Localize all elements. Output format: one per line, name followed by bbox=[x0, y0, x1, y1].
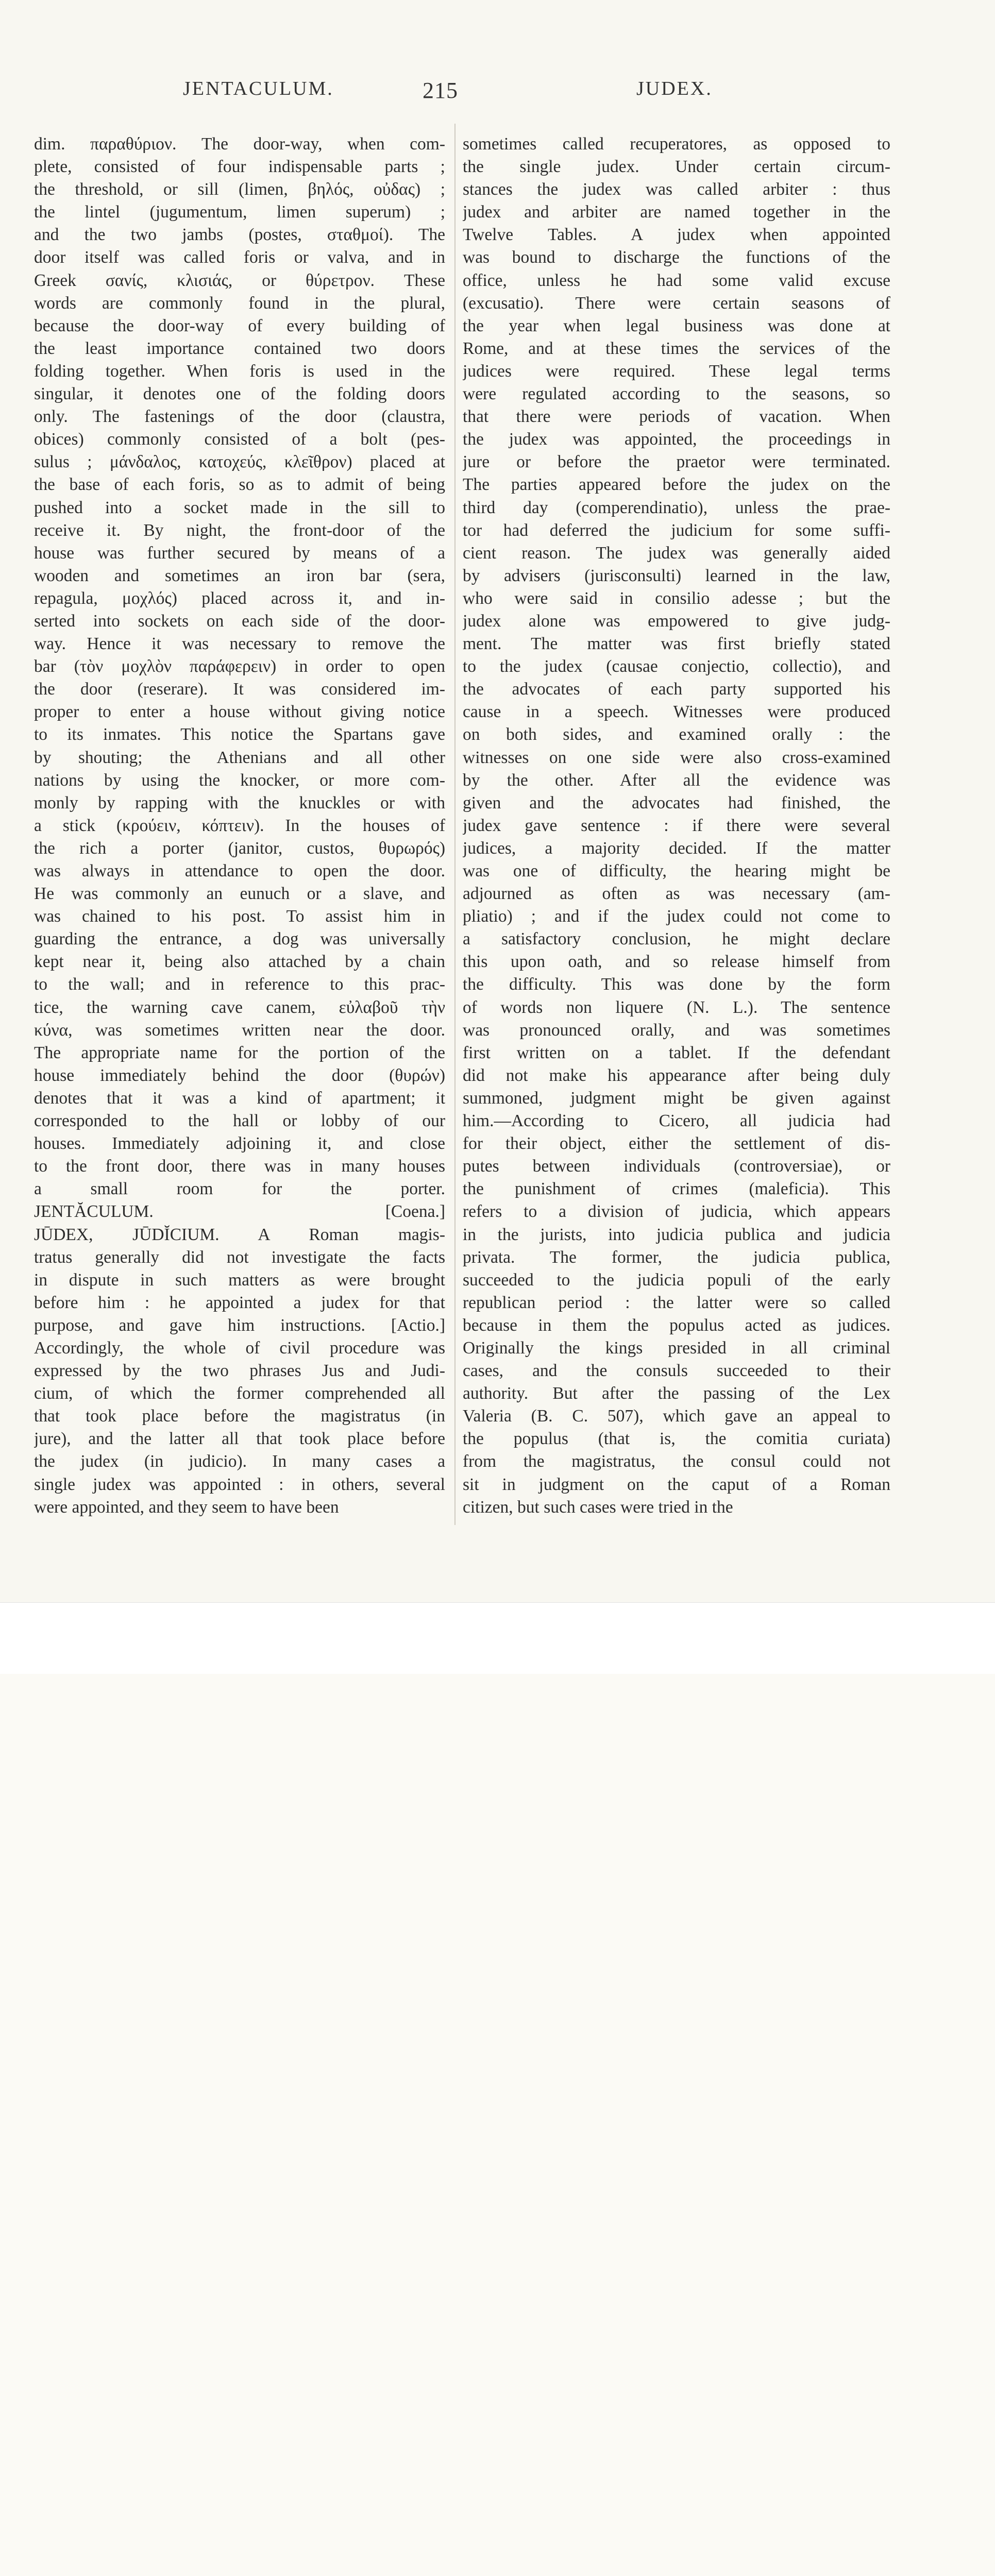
text-line: by advisers (jurisconsulti) learned in the law, bbox=[463, 566, 890, 585]
text-line: houses. Immediately adjoining it, and close bbox=[34, 1134, 445, 1154]
text-line: the rich a porter (janitor, custos, θυρωρός) bbox=[34, 838, 445, 858]
text-line: the base of each foris, so as to admit of being bbox=[34, 475, 445, 495]
text-line: dim. παραθύριον. The door-way, when com- bbox=[34, 134, 445, 154]
text-line: stances the judex was called arbiter : thus bbox=[463, 180, 890, 199]
text-line: citizen, but such cases were tried in the bbox=[463, 1497, 733, 1517]
text-line: house immediately behind the door (θυρών) bbox=[34, 1065, 445, 1085]
text-line: the populus (that is, the comitia curiata) bbox=[463, 1429, 890, 1449]
column-divider bbox=[454, 124, 456, 1525]
text-line: was one of difficulty, the hearing might be bbox=[463, 861, 890, 880]
text-line: Originally the kings presided in all criminal bbox=[463, 1338, 890, 1358]
text-line: succeeded to the judicia populi of the early bbox=[463, 1270, 890, 1290]
text-line: tratus generally did not investigate the facts bbox=[34, 1247, 445, 1267]
text-line: single judex was appointed : in others, several bbox=[34, 1475, 445, 1494]
text-line: to the judex (causae conjectio, collectio), and bbox=[463, 657, 890, 676]
text-line: serted into sockets on each side of the door- bbox=[34, 611, 445, 631]
text-line: in the jurists, into judicia publica and judicia bbox=[463, 1225, 890, 1244]
text-line: summoned, judgment might be given against bbox=[463, 1088, 890, 1108]
text-line: to the wall; and in reference to this prac- bbox=[34, 975, 445, 994]
text-line: the door (reserare). It was considered im- bbox=[34, 680, 445, 699]
text-line: Greek σανίς, κλισιάς, or θύρετρον. These bbox=[34, 270, 445, 290]
text-line: did not make his appearance after being duly bbox=[463, 1065, 890, 1085]
text-line: kept near it, being also attached by a chain bbox=[34, 952, 445, 972]
text-line: cium, of which the former comprehended all bbox=[34, 1384, 445, 1403]
text-line: this upon oath, and so release himself from bbox=[463, 952, 890, 972]
text-line: before him : he appointed a judex for that bbox=[34, 1293, 445, 1312]
text-line: Valeria (B. C. 507), which gave an appeal to bbox=[463, 1406, 890, 1426]
text-line: who were said in consilio adesse ; but the bbox=[463, 588, 890, 608]
right-column-text bbox=[463, 133, 890, 1519]
text-line: (excusatio). There were certain seasons of bbox=[463, 293, 890, 313]
text-line: refers to a division of judicia, which appears bbox=[463, 1202, 890, 1222]
text-line: door itself was called foris or valva, and in bbox=[34, 248, 445, 267]
text-line: by shouting; the Athenians and all other bbox=[34, 748, 445, 767]
page-number: 215 bbox=[423, 78, 458, 103]
text-line: cause in a speech. Witnesses were produced bbox=[463, 702, 890, 722]
text-line: judices, a majority decided. If the matter bbox=[463, 838, 890, 858]
text-line: was always in attendance to open the door. bbox=[34, 861, 445, 880]
text-line: of words non liquere (N. L.). The sentence bbox=[463, 997, 890, 1017]
text-line: for their object, either the settlement of dis- bbox=[463, 1134, 890, 1154]
text-line: that took place before the magistratus (in bbox=[34, 1406, 445, 1426]
text-line: κύνα, was sometimes written near the door. bbox=[34, 1020, 445, 1040]
text-line: the judex was appointed, the proceedings in bbox=[463, 430, 890, 449]
text-line: from the magistratus, the consul could not bbox=[463, 1452, 890, 1471]
text-line: cases, and the consuls succeeded to their bbox=[463, 1361, 890, 1381]
text-line: corresponded to the hall or lobby of our bbox=[34, 1111, 445, 1131]
viewer-footer bbox=[0, 1602, 995, 1674]
text-line: He was commonly an eunuch or a slave, and bbox=[34, 884, 445, 904]
text-line: privata. The former, the judicia publica, bbox=[463, 1247, 890, 1267]
text-line: JENTĂCULUM. [Coena.] bbox=[34, 1202, 445, 1222]
text-line: third day (comperendinatio), unless the prae- bbox=[463, 498, 890, 517]
left-column-text bbox=[34, 133, 445, 1519]
text-line: expressed by the two phrases Jus and Judi- bbox=[34, 1361, 445, 1381]
text-line: proper to enter a house without giving notice bbox=[34, 702, 445, 722]
text-line: the single judex. Under certain circum- bbox=[463, 157, 890, 177]
text-line: ment. The matter was first briefly stated bbox=[463, 634, 890, 654]
text-line: because the door-way of every building of bbox=[34, 316, 445, 335]
text-line: was bound to discharge the functions of the bbox=[463, 248, 890, 267]
text-line: sit in judgment on the caput of a Roman bbox=[463, 1475, 890, 1494]
text-line: republican period : the latter were so called bbox=[463, 1293, 890, 1312]
text-line: jure or before the praetor were terminated. bbox=[463, 452, 890, 472]
text-line: only. The fastenings of the door (claustra, bbox=[34, 407, 445, 427]
text-line: authority. But after the passing of the Lex bbox=[463, 1384, 890, 1403]
text-line: by the other. After all the evidence was bbox=[463, 770, 890, 790]
text-line: the lintel (jugumentum, limen superum) ; bbox=[34, 202, 445, 222]
text-line: cient reason. The judex was generally aided bbox=[463, 543, 890, 563]
text-line: judex alone was empowered to give judg- bbox=[463, 611, 890, 631]
text-line: were appointed, and they seem to have been bbox=[34, 1497, 339, 1517]
text-line: was chained to his post. To assist him in bbox=[34, 907, 445, 926]
text-line: tor had deferred the judicium for some suffi- bbox=[463, 520, 890, 540]
text-line: the threshold, or sill (limen, βηλός, οὐδας) ; bbox=[34, 180, 445, 199]
text-line: tice, the warning cave canem, εὐλαβοῦ τὴν bbox=[34, 997, 445, 1017]
text-line: judex and arbiter are named together in the bbox=[463, 202, 890, 222]
text-line: the punishment of crimes (maleficia). This bbox=[463, 1179, 890, 1199]
text-line: the year when legal business was done at bbox=[463, 316, 890, 335]
text-line: to its inmates. This notice the Spartans gave bbox=[34, 725, 445, 744]
text-line: plete, consisted of four indispensable parts ; bbox=[34, 157, 445, 177]
text-line: to the front door, there was in many houses bbox=[34, 1157, 445, 1176]
text-line: JŪDEX, JŪDĬCIUM. A Roman magis- bbox=[34, 1225, 445, 1244]
text-line: singular, it denotes one of the folding doors bbox=[34, 384, 445, 404]
text-line: purpose, and gave him instructions. [Actio.] bbox=[34, 1315, 445, 1335]
text-line: judices were required. These legal terms bbox=[463, 361, 890, 381]
text-line: folding together. When foris is used in the bbox=[34, 361, 445, 381]
text-line: him.—According to Cicero, all judicia had bbox=[463, 1111, 890, 1131]
text-line: pliatio) ; and if the judex could not come to bbox=[463, 907, 890, 926]
text-line: words are commonly found in the plural, bbox=[34, 293, 445, 313]
running-head-left: JENTACULUM. bbox=[183, 78, 334, 99]
text-line: sulus ; μάνδαλος, κατοχεύς, κλεῖθρον) placed at bbox=[34, 452, 445, 472]
running-head-right: JUDEX. bbox=[636, 78, 713, 99]
text-line: monly by rapping with the knuckles or with bbox=[34, 793, 445, 812]
text-line: The parties appeared before the judex on the bbox=[463, 475, 890, 495]
text-line: because in them the populus acted as judices. bbox=[463, 1315, 890, 1335]
text-line: Accordingly, the whole of civil procedure was bbox=[34, 1338, 445, 1358]
text-line: bar (τὸν μοχλὸν παράφερειν) in order to open bbox=[34, 657, 445, 676]
text-line: Twelve Tables. A judex when appointed bbox=[463, 225, 890, 245]
text-line: wooden and sometimes an iron bar (sera, bbox=[34, 566, 445, 585]
text-line: denotes that it was a kind of apartment; it bbox=[34, 1088, 445, 1108]
text-line: obices) commonly consisted of a bolt (pes- bbox=[34, 430, 445, 449]
text-line: given and the advocates had finished, the bbox=[463, 793, 890, 812]
text-line: witnesses on one side were also cross-examined bbox=[463, 748, 890, 767]
text-line: and the two jambs (postes, σταθμοί). The bbox=[34, 225, 445, 245]
text-line: sometimes called recuperatores, as opposed to bbox=[463, 134, 890, 154]
text-line: office, unless he had some valid excuse bbox=[463, 270, 890, 290]
text-line: that there were periods of vacation. When bbox=[463, 407, 890, 427]
text-line: the judex (in judicio). In many cases a bbox=[34, 1452, 445, 1471]
text-line: a stick (κρούειν, κόπτειν). In the houses of bbox=[34, 816, 445, 835]
text-line: way. Hence it was necessary to remove the bbox=[34, 634, 445, 654]
text-line: a small room for the porter. bbox=[34, 1179, 445, 1199]
text-line: the least importance contained two doors bbox=[34, 338, 445, 358]
text-line: receive it. By night, the front-door of the bbox=[34, 520, 445, 540]
text-line: house was further secured by means of a bbox=[34, 543, 445, 563]
text-line: the difficulty. This was done by the form bbox=[463, 975, 890, 994]
text-line: were regulated according to the seasons, so bbox=[463, 384, 890, 404]
text-line: first written on a tablet. If the defendant bbox=[463, 1043, 890, 1062]
text-line: the advocates of each party supported his bbox=[463, 680, 890, 699]
text-line: jure), and the latter all that took place before bbox=[34, 1429, 445, 1449]
text-line: a satisfactory conclusion, he might declare bbox=[463, 929, 890, 949]
text-line: pushed into a socket made in the sill to bbox=[34, 498, 445, 517]
text-line: nations by using the knocker, or more com- bbox=[34, 770, 445, 790]
text-line: repagula, μοχλός) placed across it, and in- bbox=[34, 588, 445, 608]
text-line: guarding the entrance, a dog was universally bbox=[34, 929, 445, 949]
text-line: The appropriate name for the portion of the bbox=[34, 1043, 445, 1062]
text-line: Rome, and at these times the services of the bbox=[463, 338, 890, 358]
running-head bbox=[0, 77, 995, 108]
text-line: was pronounced orally, and was sometimes bbox=[463, 1020, 890, 1040]
text-line: judex gave sentence : if there were several bbox=[463, 816, 890, 835]
text-line: on both sides, and examined orally : the bbox=[463, 725, 890, 744]
text-line: putes between individuals (controversiae), or bbox=[463, 1157, 890, 1176]
text-line: in dispute in such matters as were brought bbox=[34, 1270, 445, 1290]
text-line: adjourned as often as was necessary (am- bbox=[463, 884, 890, 904]
